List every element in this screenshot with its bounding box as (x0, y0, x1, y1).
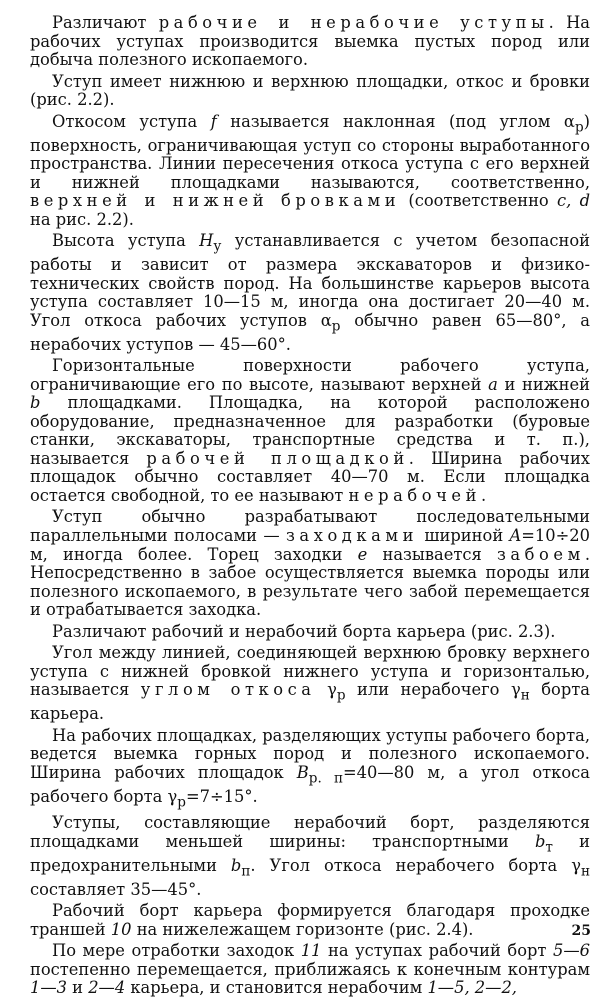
text-run: на нижележащем горизонте (рис. 2.4). (131, 919, 474, 939)
paragraph (30, 232, 590, 354)
text-run: =40—80 м, а угол откоса рабочего борта γ (30, 762, 590, 806)
italic-symbol: a (488, 374, 498, 394)
text-run: на рис. 2.2). (30, 209, 134, 229)
text-run: и (67, 978, 89, 998)
spaced-term: верхней и нижней бровками (30, 191, 401, 211)
text-run: или нерабочего γ (345, 680, 521, 700)
text-run: устанавливается с учетом безопасной работы и зависит от размера экскаваторов и физико-технических свойств пород. На большинстве карьеров высота уступа составляет 10—15 м, иногда она достигает 20—40 м. Угол откоса рабочих уступов α (30, 231, 590, 330)
text-run: борта карьера. (30, 680, 590, 724)
spaced-term: рабочие и нерабочие уступы (158, 13, 549, 32)
text-run: Различают рабочий и нерабочий борта карьера (рис. 2.3). (52, 621, 556, 641)
subscript: п (241, 862, 251, 879)
italic-symbol: H (199, 231, 214, 251)
text-run: на уступах рабочий борт (321, 941, 553, 961)
italic-symbol: b (30, 393, 41, 413)
text-run: На рабочих площадках, разделяющих уступы рабочего борта, ведется выемка горных пород и полезного ископаемого. Ширина рабочих площадок (30, 725, 590, 782)
paragraph (30, 727, 590, 812)
text-run: шириной (418, 525, 510, 545)
text-run: площадками. Площадка, на которой расположено оборудование, предназначенное для разработки (буровые станки, экскаваторы, транспортные средства и т. п.), называется (30, 393, 590, 468)
text-run: Горизонтальные поверхности рабочего уступа, ограничивающие его по высоте, называют верхней (30, 356, 590, 394)
italic-symbol: c, d (557, 191, 590, 211)
subscript: н (580, 862, 590, 879)
text-run: По мере отработки заходок (52, 941, 301, 961)
text-run: постепенно перемещается, приближаясь к конечным контурам (30, 959, 590, 979)
subscript: р (574, 118, 584, 135)
italic-symbol: B (296, 762, 309, 782)
italic-symbol: b (230, 855, 242, 875)
text-run: составляет 35—45°. (30, 879, 202, 899)
text-run: и нижней (497, 374, 590, 394)
italic-symbol: f (210, 111, 217, 131)
spaced-term: рабочей площадкой (146, 448, 409, 468)
italic-symbol: b (534, 831, 546, 851)
text-run: (соответственно (400, 191, 557, 211)
text-run: и предохранительными (30, 831, 590, 875)
text-run: Уступ имеет нижнюю и верхнюю площадки, откос и бровки (рис. 2.2). (30, 71, 590, 110)
subscript: у (213, 238, 222, 255)
spaced-term: нерабочей (348, 485, 482, 505)
spaced-term: углом откоса (140, 680, 316, 700)
paragraph (30, 902, 590, 939)
text-run: Откосом уступа (52, 111, 211, 131)
text-run: . Угол откоса нерабочего борта γ (250, 855, 581, 875)
text-run: . (481, 485, 487, 505)
italic-symbol: 5—6 (552, 941, 590, 961)
italic-symbol: e (357, 544, 368, 564)
italic-symbol: A (509, 525, 522, 545)
text-run: =10÷20 м, иногда более. Торец заходки (30, 525, 590, 564)
paragraph (30, 14, 590, 70)
subscript: р (331, 317, 341, 334)
text-run: Угол между линией, соединяющей верхнюю бровку верхнего уступа с нижней бровкой нижнего уступа и горизонталью, называется (30, 643, 590, 700)
paragraph (30, 644, 590, 723)
italic-symbol: 11 (300, 941, 322, 961)
italic-symbol: 10 (110, 919, 132, 939)
spaced-term: забоем (496, 544, 585, 564)
text-run: Различают (52, 13, 159, 32)
text-run: Уступы, составляющие нерабочий борт, разделяются площадками меньшей ширины: транспортными (30, 813, 590, 851)
paragraph (30, 814, 590, 899)
text-run: Высота уступа (52, 231, 200, 251)
paragraph (30, 508, 590, 619)
text-run: Рабочий борт карьера формируется благодаря проходке траншей (30, 901, 590, 939)
paragraph (30, 357, 590, 505)
text-run: называется наклонная (под углом α (216, 111, 575, 131)
subscript: н (520, 687, 530, 704)
text-run: γ (315, 680, 337, 700)
page-number: 25 (571, 923, 591, 939)
text-run: карьера, и становится нерабочим (125, 978, 428, 998)
paragraph (30, 113, 590, 230)
paragraph (30, 623, 590, 642)
subscript: р (177, 793, 186, 810)
italic-symbol: 1—5, 2—2, (427, 978, 517, 998)
italic-symbol: 1—3 (30, 978, 67, 998)
italic-symbol: 2—4 (88, 978, 126, 998)
spaced-term: заходками (285, 525, 419, 545)
subscript: р (336, 687, 346, 704)
text-run: называется (367, 544, 497, 564)
paragraph (30, 73, 590, 110)
text-run: . Ширина рабочих площадок обычно составляет 40—70 м. Если площадка остается свободной, то ее называют (30, 448, 590, 505)
text-run: Уступ обычно разрабатывают последовательными параллельными полосами — (30, 507, 590, 545)
text-run: обычно равен 65—80°, а нерабочих уступов — 45—60°. (30, 310, 591, 354)
text-run: =7÷15°. (186, 786, 258, 806)
text-run: . На рабочих уступах производится выемка пустых пород или добыча полезного ископаемого. (30, 13, 590, 70)
text-run: . Непосредственно в забое осуществляется выемка породы или полезного ископаемого, в результате чего забой перемещается и отрабатывается заходка. (30, 544, 590, 620)
subscript: т (545, 839, 553, 856)
text-run: ) поверхность, ограничивающая уступ со стороны выработанного пространства. Линии пересечения откоса уступа с его верхней и нижней площадками называются, соответственно, (30, 111, 590, 192)
body-text (30, 14, 590, 1001)
subscript: р. п (308, 770, 344, 787)
